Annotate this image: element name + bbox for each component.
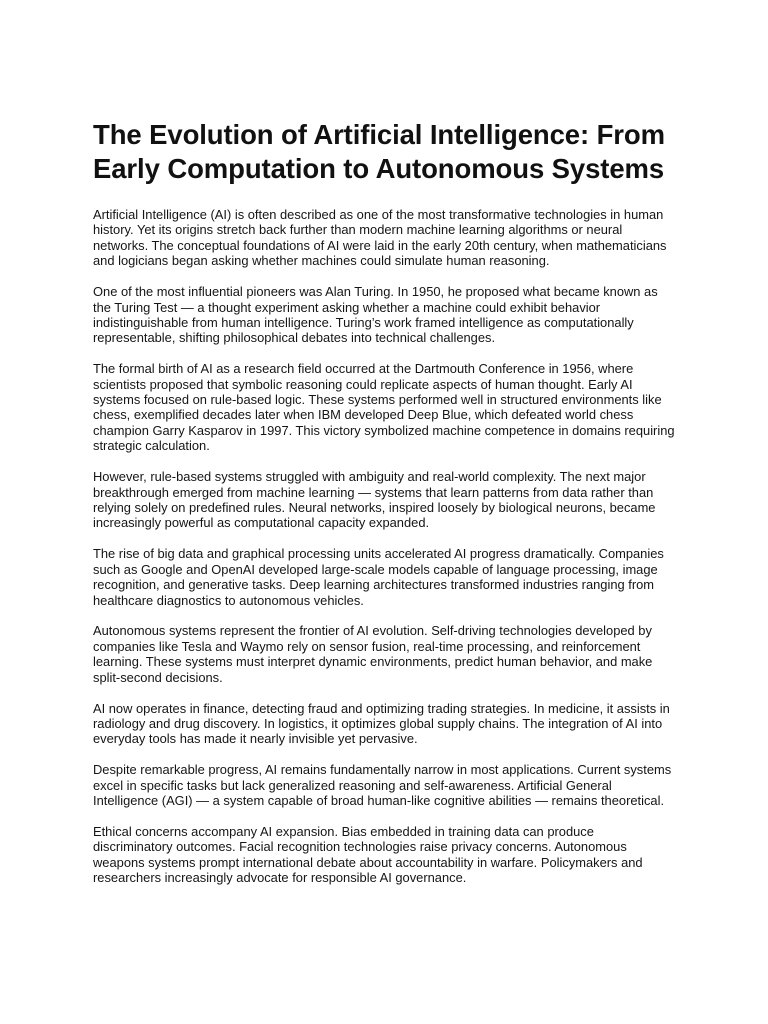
paragraph-4: However, rule-based systems struggled with ambiguity and real-world complexity. The next major breakthrough emerged from machine learning — systems that learn patterns from data rather than relying solely on predefined rules. Neural networks, inspired loosely by biological neurons, became increasingly powerful as computational capacity expanded. — [93, 469, 656, 531]
paragraph-1: Artificial Intelligence (AI) is often described as one of the most transformative technologies in human history. Yet its origins stretch back further than modern machine learning algorithms or neural networks. The conceptual foundations of AI were laid in the early 20th century, when mathematicians and logicians began asking whether machines could simulate human reasoning. — [93, 207, 667, 269]
paragraph-7: AI now operates in finance, detecting fraud and optimizing trading strategies. In medicine, it assists in radiology and drug discovery. In logistics, it optimizes global supply chains. The integration of AI into everyday tools has made it nearly invisible yet pervasive. — [93, 700, 670, 747]
paragraph-5: The rise of big data and graphical processing units accelerated AI progress dramatically. Companies such as Google and OpenAI developed large-scale models capable of language processing, image recognition, and generative tasks. Deep learning architectures transformed industries ranging from healthcare diagnostics to autonomous vehicles. — [93, 546, 664, 608]
paragraph-2: One of the most influential pioneers was Alan Turing. In 1950, he proposed what became known as the Turing Test — a thought experiment asking whether a machine could exhibit behavior indistinguishable from human intelligence. Turing’s work framed intelligence as computationally representable, shifting philosophical debates into technical challenges. — [93, 284, 658, 346]
document-title: The Evolution of Artificial Intelligence: From Early Computation to Autonomous Systems — [93, 119, 665, 184]
paragraph-6: Autonomous systems represent the frontier of AI evolution. Self-driving technologies developed by companies like Tesla and Waymo rely on sensor fusion, real-time processing, and reinforcement learning. These systems must interpret dynamic environments, predict human behavior, and make split-second decisions. — [93, 623, 653, 685]
paragraph-3: The formal birth of AI as a research field occurred at the Dartmouth Conference in 1956, where scientists proposed that symbolic reasoning could replicate aspects of human thought. Early AI systems focused on rule-based logic. These systems performed well in structured environments like chess, exemplified decades later when IBM developed Deep Blue, which defeated world chess champion Garry Kasparov in 1997. This victory symbolized machine competence in domains requiring strategic calculation. — [93, 361, 675, 454]
document-body — [93, 207, 675, 886]
paragraph-8: Despite remarkable progress, AI remains fundamentally narrow in most applications. Current systems excel in specific tasks but lack generalized reasoning and self-awareness. Artificial General Intelligence (AGI) — a system capable of broad human-like cognitive abilities — remains theoretical. — [93, 762, 672, 809]
paragraph-9: Ethical concerns accompany AI expansion. Bias embedded in training data can produce discriminatory outcomes. Facial recognition technologies raise privacy concerns. Autonomous weapons systems prompt international debate about accountability in warfare. Policymakers and researchers increasingly advocate for responsible AI governance. — [93, 824, 643, 886]
